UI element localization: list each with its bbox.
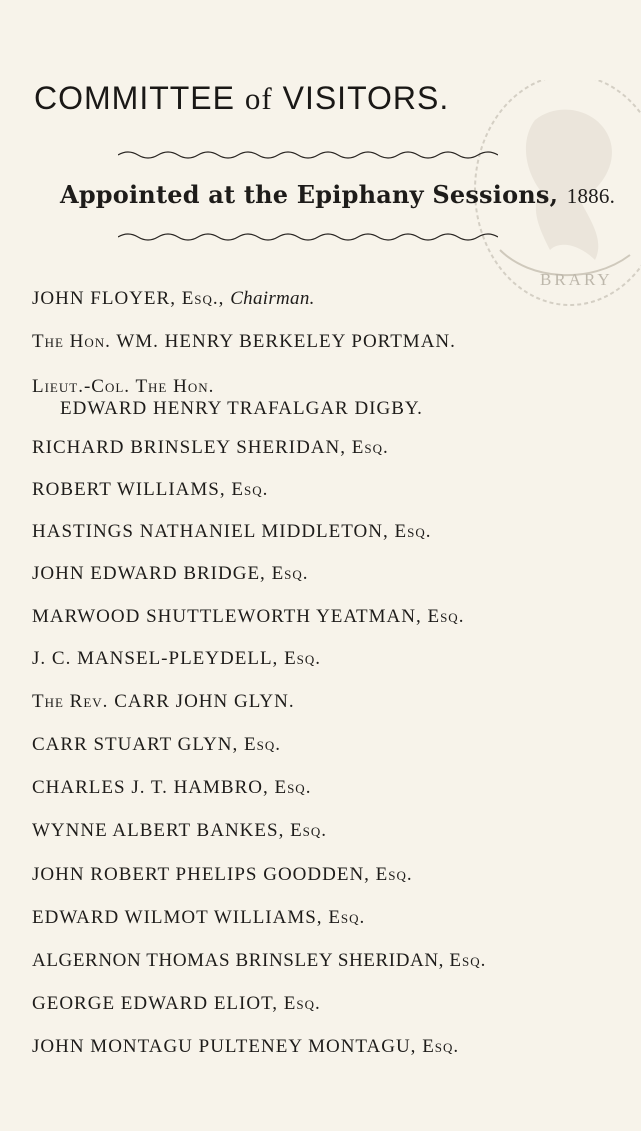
list-item: CHARLES J. T. HAMBRO, Esq. [32, 777, 312, 798]
subtitle [60, 180, 615, 209]
list-item: ROBERT WILLIAMS, Esq. [32, 479, 269, 500]
list-item: EDWARD WILMOT WILLIAMS, Esq. [32, 907, 366, 928]
list-item: ALGERNON THOMAS BRINSLEY SHERIDAN, Esq. [32, 950, 487, 971]
list-item: Lieut.-Col. The Hon. [32, 376, 215, 397]
subtitle-year: 1886. [566, 184, 616, 208]
title-end: VISITORS. [282, 80, 450, 116]
list-item: CARR STUART GLYN, Esq. [32, 734, 282, 755]
wavy-rule-bottom-icon [118, 232, 498, 242]
title-main: COMMITTEE [34, 80, 235, 116]
stamp-text: BRARY [540, 270, 613, 289]
list-item: JOHN EDWARD BRIDGE, Esq. [32, 563, 309, 584]
subtitle-text: Appointed at the Epiphany Sessions, [60, 180, 559, 209]
list-item: JOHN FLOYER, Esq., Chairman. [32, 288, 315, 309]
list-item-continuation: EDWARD HENRY TRAFALGAR DIGBY. [60, 398, 423, 419]
list-item: JOHN ROBERT PHELIPS GOODDEN, Esq. [32, 864, 413, 885]
list-item: The Rev. CARR JOHN GLYN. [32, 691, 295, 712]
list-item: MARWOOD SHUTTLEWORTH YEATMAN, Esq. [32, 606, 465, 627]
list-item: RICHARD BRINSLEY SHERIDAN, Esq. [32, 437, 389, 458]
list-item: J. C. MANSEL-PLEYDELL, Esq. [32, 648, 322, 669]
list-item: GEORGE EDWARD ELIOT, Esq. [32, 993, 321, 1014]
list-item: WYNNE ALBERT BANKES, Esq. [32, 820, 328, 841]
title-of: of [244, 81, 273, 116]
page-title [34, 80, 449, 117]
list-item: HASTINGS NATHANIEL MIDDLETON, Esq. [32, 521, 432, 542]
list-item: The Hon. WM. HENRY BERKELEY PORTMAN. [32, 331, 456, 352]
list-item: JOHN MONTAGU PULTENEY MONTAGU, Esq. [32, 1036, 460, 1057]
wavy-rule-top-icon [118, 150, 498, 160]
